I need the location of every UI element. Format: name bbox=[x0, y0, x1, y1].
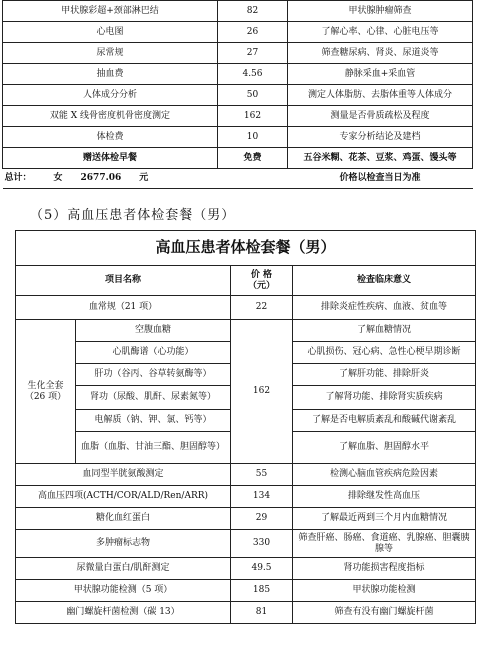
header-price: 价 格 （元） bbox=[231, 266, 293, 296]
item-meaning: 筛查糖尿病、肾炎、尿道炎等 bbox=[288, 43, 473, 64]
item-price: 55 bbox=[231, 464, 293, 486]
item-name: 双能 X 线骨密度机骨密度测定 bbox=[3, 106, 218, 127]
item-price: 4.56 bbox=[218, 64, 288, 85]
total-amount: 2677.06 bbox=[80, 173, 122, 184]
item-price: 22 bbox=[231, 296, 293, 320]
item-price: 81 bbox=[231, 602, 293, 624]
item-meaning: 测量是否骨质疏松及程度 bbox=[288, 106, 473, 127]
item-name: 血脂（血脂、甘油三酯、胆固醇等） bbox=[76, 432, 231, 464]
header-name: 项目名称 bbox=[16, 266, 231, 296]
table-row bbox=[3, 148, 473, 169]
table-row bbox=[3, 127, 473, 148]
biochem-price: 162 bbox=[231, 320, 293, 464]
item-meaning: 专家分析结论及建档 bbox=[288, 127, 473, 148]
item-price: 134 bbox=[231, 486, 293, 508]
item-name: 体检费 bbox=[3, 127, 218, 148]
table-row bbox=[16, 580, 476, 602]
biochem-row bbox=[16, 320, 476, 342]
table-row bbox=[16, 602, 476, 624]
item-meaning: 肾功能损害程度指标 bbox=[293, 558, 476, 580]
item-name: 肝功（谷丙、谷草转氨酶等） bbox=[76, 364, 231, 386]
biochem-group-label: 生化全套 （26 项） bbox=[16, 320, 76, 464]
item-meaning: 检测心脑血管疾病危险因素 bbox=[293, 464, 476, 486]
item-name: 甲状腺彩超+颈部淋巴结 bbox=[3, 1, 218, 22]
total-summary bbox=[3, 169, 288, 189]
item-meaning: 测定人体脂肪、去脂体重等人体成分 bbox=[288, 85, 473, 106]
table-row bbox=[3, 106, 473, 127]
item-name: 电解质（钠、钾、氯、钙等） bbox=[76, 410, 231, 432]
item-meaning: 了解血糖情况 bbox=[293, 320, 476, 342]
item-name: 尿常规 bbox=[3, 43, 218, 64]
table-row bbox=[3, 64, 473, 85]
item-name: 高血压四项(ACTH/COR/ALD/Ren/ARR) bbox=[16, 486, 231, 508]
item-name: 甲状腺功能检测（5 项） bbox=[16, 580, 231, 602]
table-row bbox=[16, 558, 476, 580]
item-meaning: 了解肾功能、排除肾实质疾病 bbox=[293, 386, 476, 410]
item-name: 糖化血红蛋白 bbox=[16, 508, 231, 530]
item-name: 血常规（21 项） bbox=[16, 296, 231, 320]
item-meaning: 排除炎症性疾病、血液、贫血等 bbox=[293, 296, 476, 320]
item-meaning: 静脉采血+采血管 bbox=[288, 64, 473, 85]
previous-package-table bbox=[2, 0, 473, 189]
item-meaning: 了解是否电解质紊乱和酸碱代谢紊乱 bbox=[293, 410, 476, 432]
item-meaning: 甲状腺功能检测 bbox=[293, 580, 476, 602]
item-name: 赠送体检早餐 bbox=[3, 148, 218, 169]
item-name: 心肌酶谱（心功能） bbox=[76, 342, 231, 364]
item-name: 肾功（尿酸、肌酐、尿素氮等） bbox=[76, 386, 231, 410]
item-price: 26 bbox=[218, 22, 288, 43]
item-meaning: 了解肝功能、排除肝炎 bbox=[293, 364, 476, 386]
total-row bbox=[3, 169, 473, 189]
section-heading: （5）高血压患者体检套餐（男） bbox=[30, 208, 236, 223]
item-name: 空腹血糖 bbox=[76, 320, 231, 342]
item-meaning: 了解血脂、胆固醇水平 bbox=[293, 432, 476, 464]
item-name: 心电图 bbox=[3, 22, 218, 43]
table-row bbox=[16, 296, 476, 320]
item-name: 幽门螺旋杆菌检测（碳 13） bbox=[16, 602, 231, 624]
item-name: 血同型半胱氨酸测定 bbox=[16, 464, 231, 486]
table-row bbox=[3, 22, 473, 43]
item-name: 抽血费 bbox=[3, 64, 218, 85]
item-meaning: 排除继发性高血压 bbox=[293, 486, 476, 508]
total-label: 总计： bbox=[4, 173, 32, 184]
item-price: 29 bbox=[231, 508, 293, 530]
item-meaning: 心肌损伤、冠心病、急性心梗早期诊断 bbox=[293, 342, 476, 364]
item-price: 49.5 bbox=[231, 558, 293, 580]
total-unit: 元 bbox=[139, 173, 149, 184]
item-meaning: 筛查有没有幽门螺旋杆菌 bbox=[293, 602, 476, 624]
hypertension-package-table bbox=[15, 230, 476, 624]
table-row bbox=[3, 43, 473, 64]
item-price: 50 bbox=[218, 85, 288, 106]
item-name: 尿微量白蛋白/肌酐测定 bbox=[16, 558, 231, 580]
table-row bbox=[16, 464, 476, 486]
header-meaning: 检查临床意义 bbox=[293, 266, 476, 296]
item-meaning: 甲状腺肿瘤筛查 bbox=[288, 1, 473, 22]
item-meaning: 五谷米糊、花茶、豆浆、鸡蛋、馒头等 bbox=[288, 148, 473, 169]
header-row bbox=[16, 266, 476, 296]
item-price: 82 bbox=[218, 1, 288, 22]
total-gender: 女 bbox=[53, 173, 63, 184]
table-row bbox=[16, 486, 476, 508]
table-title: 高血压患者体检套餐（男） bbox=[16, 231, 476, 266]
table-row bbox=[3, 85, 473, 106]
item-name: 人体成分分析 bbox=[3, 85, 218, 106]
table-row bbox=[3, 1, 473, 22]
price-note: 价格以检查当日为准 bbox=[288, 169, 473, 189]
item-price: 185 bbox=[231, 580, 293, 602]
table-row bbox=[16, 508, 476, 530]
item-meaning: 了解最近两到三个月内血糖情况 bbox=[293, 508, 476, 530]
item-price: 330 bbox=[231, 530, 293, 558]
item-price: 162 bbox=[218, 106, 288, 127]
item-name: 多肿瘤标志物 bbox=[16, 530, 231, 558]
table-row bbox=[16, 530, 476, 558]
item-price: 10 bbox=[218, 127, 288, 148]
item-price: 免费 bbox=[218, 148, 288, 169]
item-price: 27 bbox=[218, 43, 288, 64]
item-meaning: 筛查肝癌、肠癌、食道癌、乳腺癌、胆囊胰腺等 bbox=[293, 530, 476, 558]
item-meaning: 了解心率、心律、心脏电压等 bbox=[288, 22, 473, 43]
